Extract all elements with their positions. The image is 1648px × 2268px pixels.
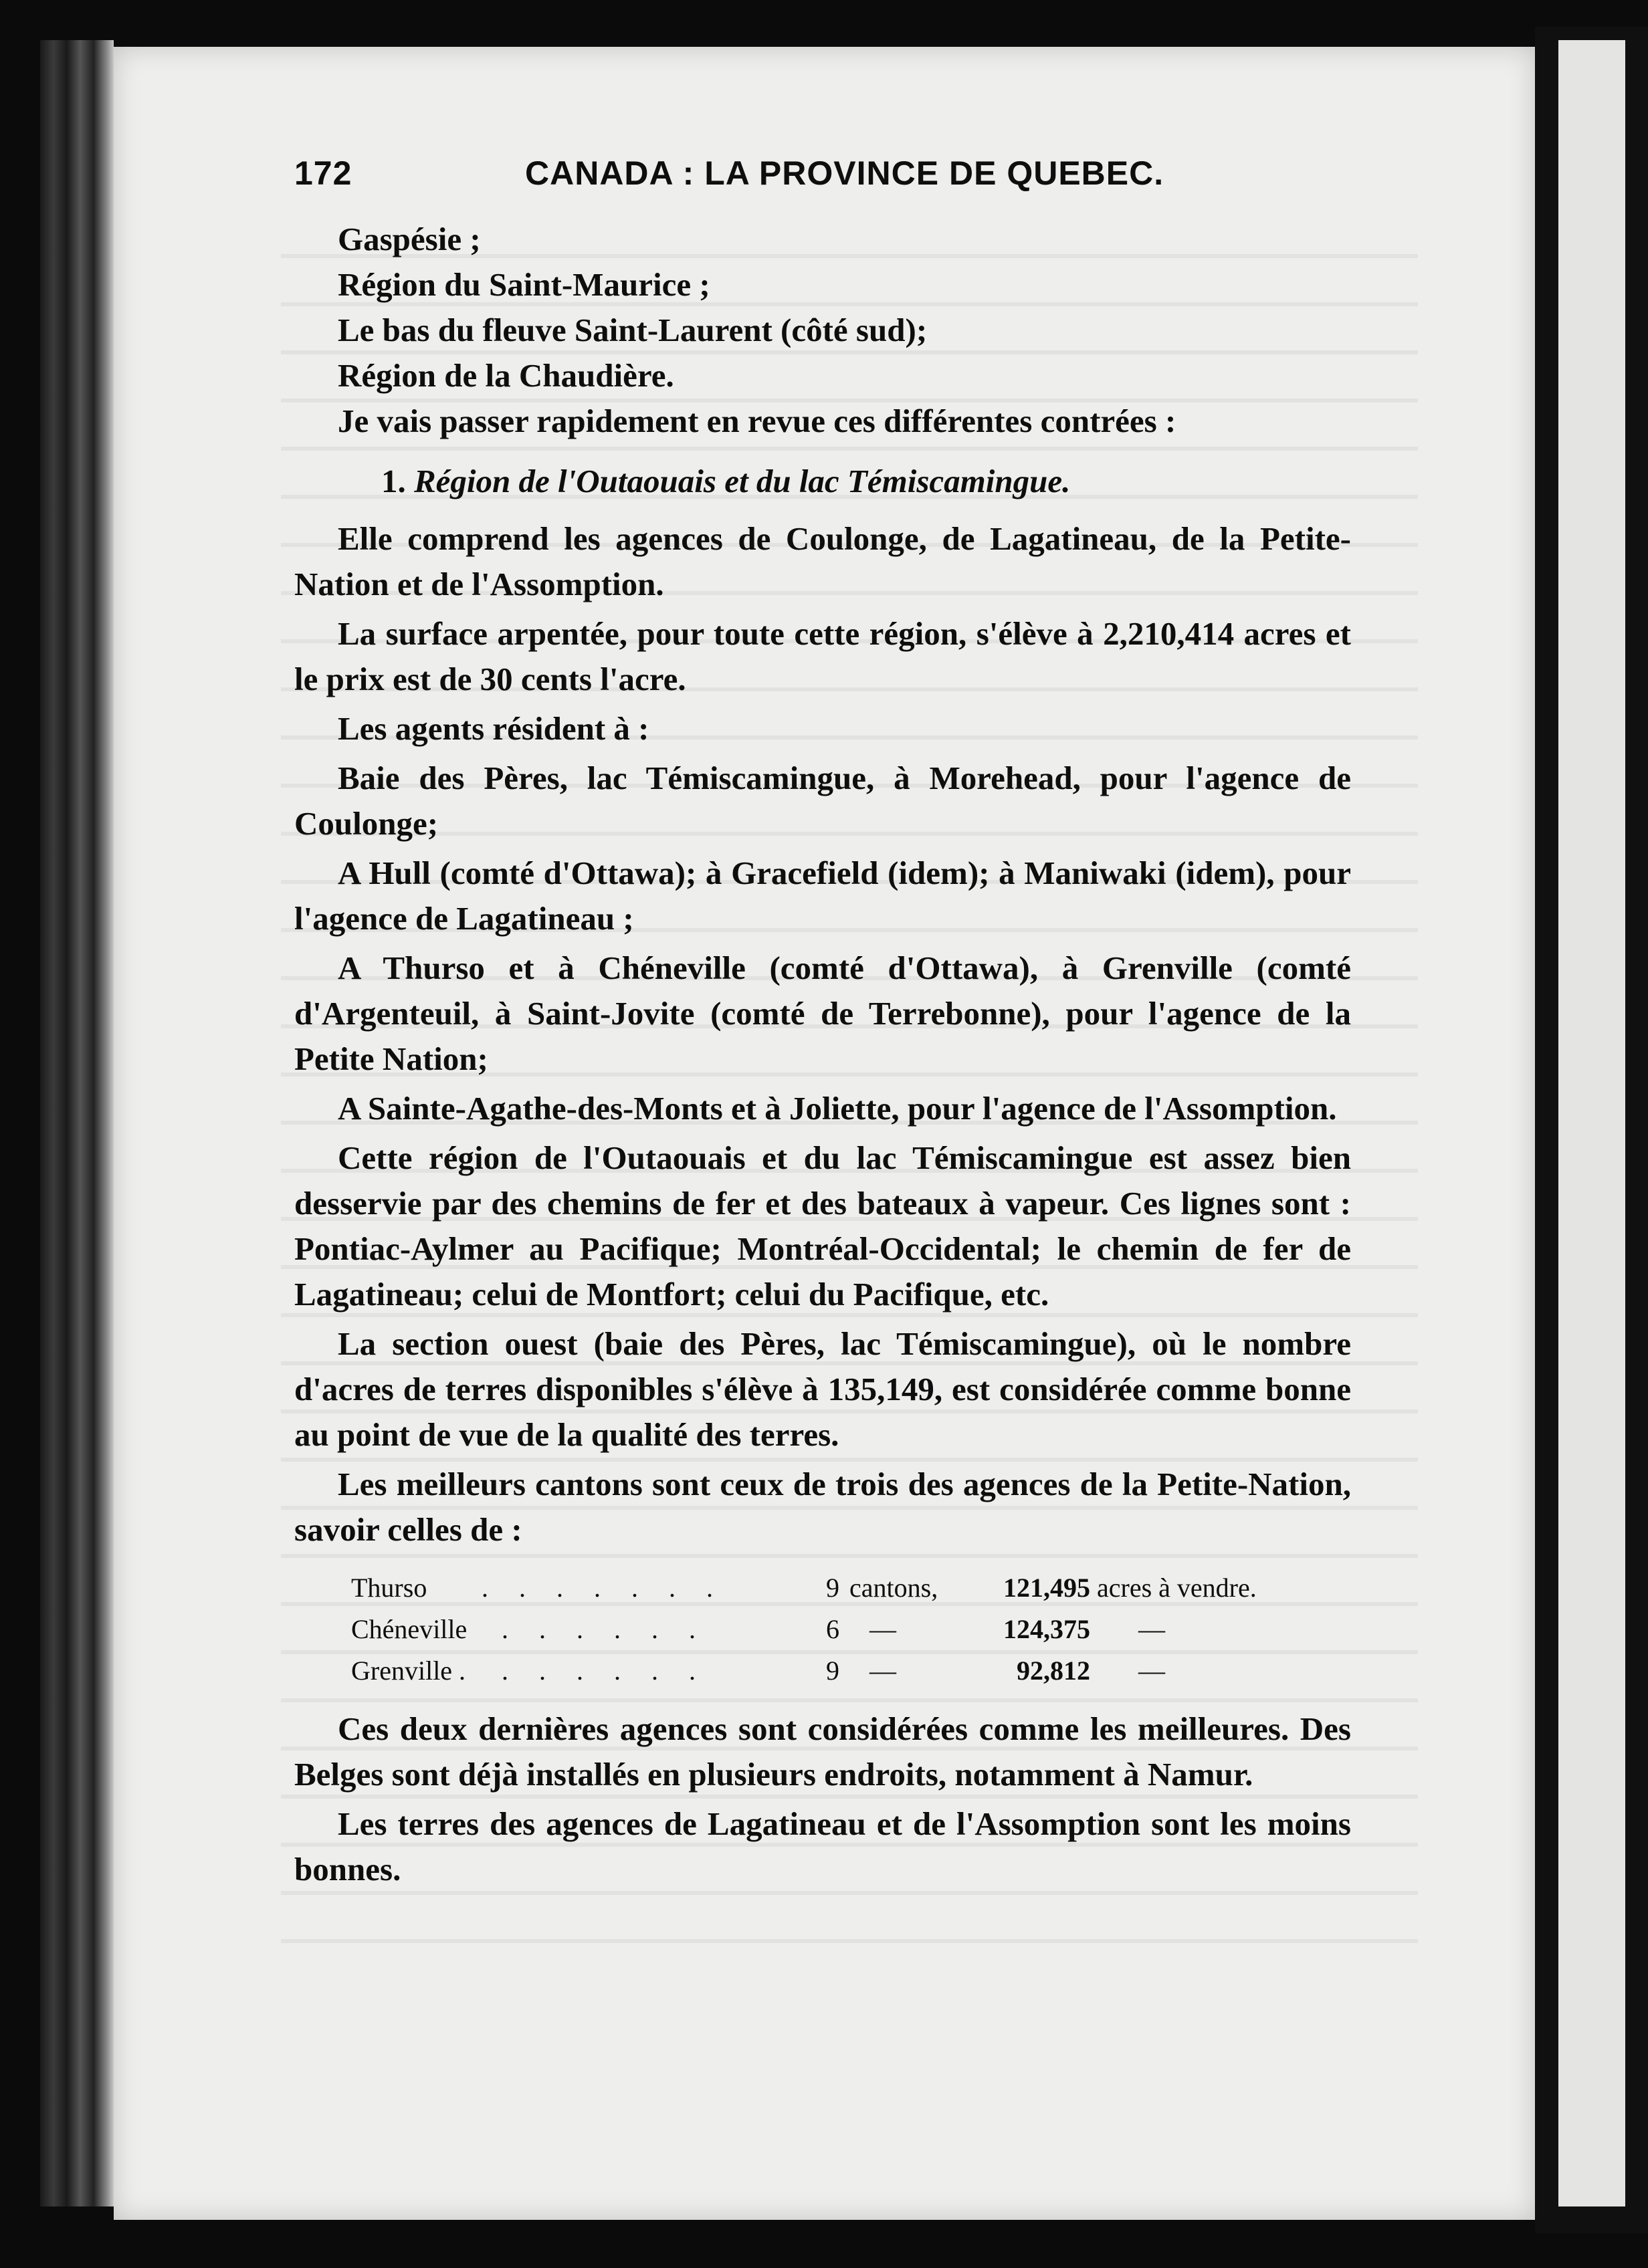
running-head: CANADA : LA PROVINCE DE QUEBEC. — [525, 154, 1164, 192]
table-cell-unit: — — [869, 1656, 896, 1686]
page-number: 172 — [294, 154, 352, 192]
paragraph: Les terres des agences de Lagatineau et de l'Assomption sont les moins bonnes. — [294, 1805, 1351, 1888]
section-number: 1. — [381, 463, 406, 499]
list-item: Région de la Chaudière. — [338, 357, 674, 394]
list-item: Gaspésie ; — [338, 221, 481, 257]
paragraph: La surface arpentée, pour toute cette région, s'élève à 2,210,414 acres et le prix est de 30 cents l'acre. — [294, 615, 1351, 697]
region-list — [294, 217, 1351, 444]
intro-line: Je vais passer rapidement en revue ces différentes contrées : — [338, 403, 1176, 439]
list-item: Région du Saint-Maurice ; — [338, 266, 710, 303]
paragraph: La section ouest (baie des Pères, lac Témiscamingue), où le nombre d'acres de terres disponibles s'élève à 135,149, est considérée comme bonne au point de vue de la qualité des terres. — [294, 1325, 1351, 1453]
paragraph: Baie des Pères, lac Témiscamingue, à Morehead, pour l'agence de Coulonge; — [294, 760, 1351, 842]
table-cell-name: Thurso — [351, 1573, 427, 1603]
table-cell-suffix: — — [1138, 1614, 1165, 1644]
table-cell-name: Chéneville — [351, 1614, 468, 1644]
table-row — [294, 1609, 1351, 1650]
section-title: Région de l'Outaouais et du lac Témiscamingue. — [414, 463, 1071, 499]
page-content — [294, 134, 1351, 1896]
table-cell-acres: 121,495 — [1003, 1573, 1090, 1603]
table-cell-suffix: — — [1138, 1656, 1165, 1686]
table-cell-acres: 92,812 — [1017, 1656, 1090, 1686]
table-cell-unit: — — [869, 1614, 896, 1644]
paragraph: Ces deux dernières agences sont considérées comme les meilleures. Des Belges sont déjà installés en plusieurs endroits, notamment à Namur. — [294, 1710, 1351, 1793]
table-leader-dots: . . . . . . — [502, 1614, 708, 1644]
paragraph: Elle comprend les agences de Coulonge, de Lagatineau, de la Petite-Nation et de l'Assomption. — [294, 520, 1351, 602]
table-row — [294, 1567, 1351, 1609]
list-item: Le bas du fleuve Saint-Laurent (côté sud); — [338, 312, 928, 348]
facing-page-edge — [1558, 40, 1625, 2206]
paragraph: A Sainte-Agathe-des-Monts et à Joliette, pour l'agence de l'Assomption. — [338, 1090, 1337, 1127]
page-header — [294, 134, 1351, 201]
table-cell-name: Grenville . — [351, 1656, 466, 1686]
table-cell-acres: 124,375 — [1003, 1614, 1090, 1644]
table-row — [294, 1650, 1351, 1692]
paragraph: A Hull (comté d'Ottawa); à Gracefield (idem); à Maniwaki (idem), pour l'agence de Lagatineau ; — [294, 855, 1351, 937]
table-cell-count: 6 — [826, 1614, 839, 1644]
table-cell-unit: cantons, — [849, 1573, 938, 1603]
table-leader-dots: . . . . . . . — [482, 1573, 725, 1603]
table-cell-suffix: acres à vendre. — [1097, 1573, 1257, 1603]
table-leader-dots: . . . . . . — [502, 1656, 708, 1686]
section-heading — [294, 459, 1351, 504]
paragraph: Cette région de l'Outaouais et du lac Témiscamingue est assez bien desservie par des chemins de fer et des bateaux à vapeur. Ces lignes sont : Pontiac-Aylmer au Pacifique; Montréal-Occidental; le chemin de fer de Lagatineau; celui de Montfort; celui du Pacifique, etc. — [294, 1139, 1351, 1313]
table-cell-count: 9 — [826, 1656, 839, 1686]
canton-table — [294, 1567, 1351, 1692]
table-cell-count: 9 — [826, 1573, 839, 1603]
book-spine-edge — [40, 40, 114, 2206]
paragraph: A Thurso et à Chéneville (comté d'Ottawa), à Grenville (comté d'Argenteuil, à Saint-Jovite (comté de Terrebonne), pour l'agence de la Petite Nation; — [294, 949, 1351, 1077]
paragraph: Les meilleurs cantons sont ceux de trois des agences de la Petite-Nation, savoir celles de : — [294, 1466, 1351, 1548]
paragraph: Les agents résident à : — [338, 710, 649, 747]
